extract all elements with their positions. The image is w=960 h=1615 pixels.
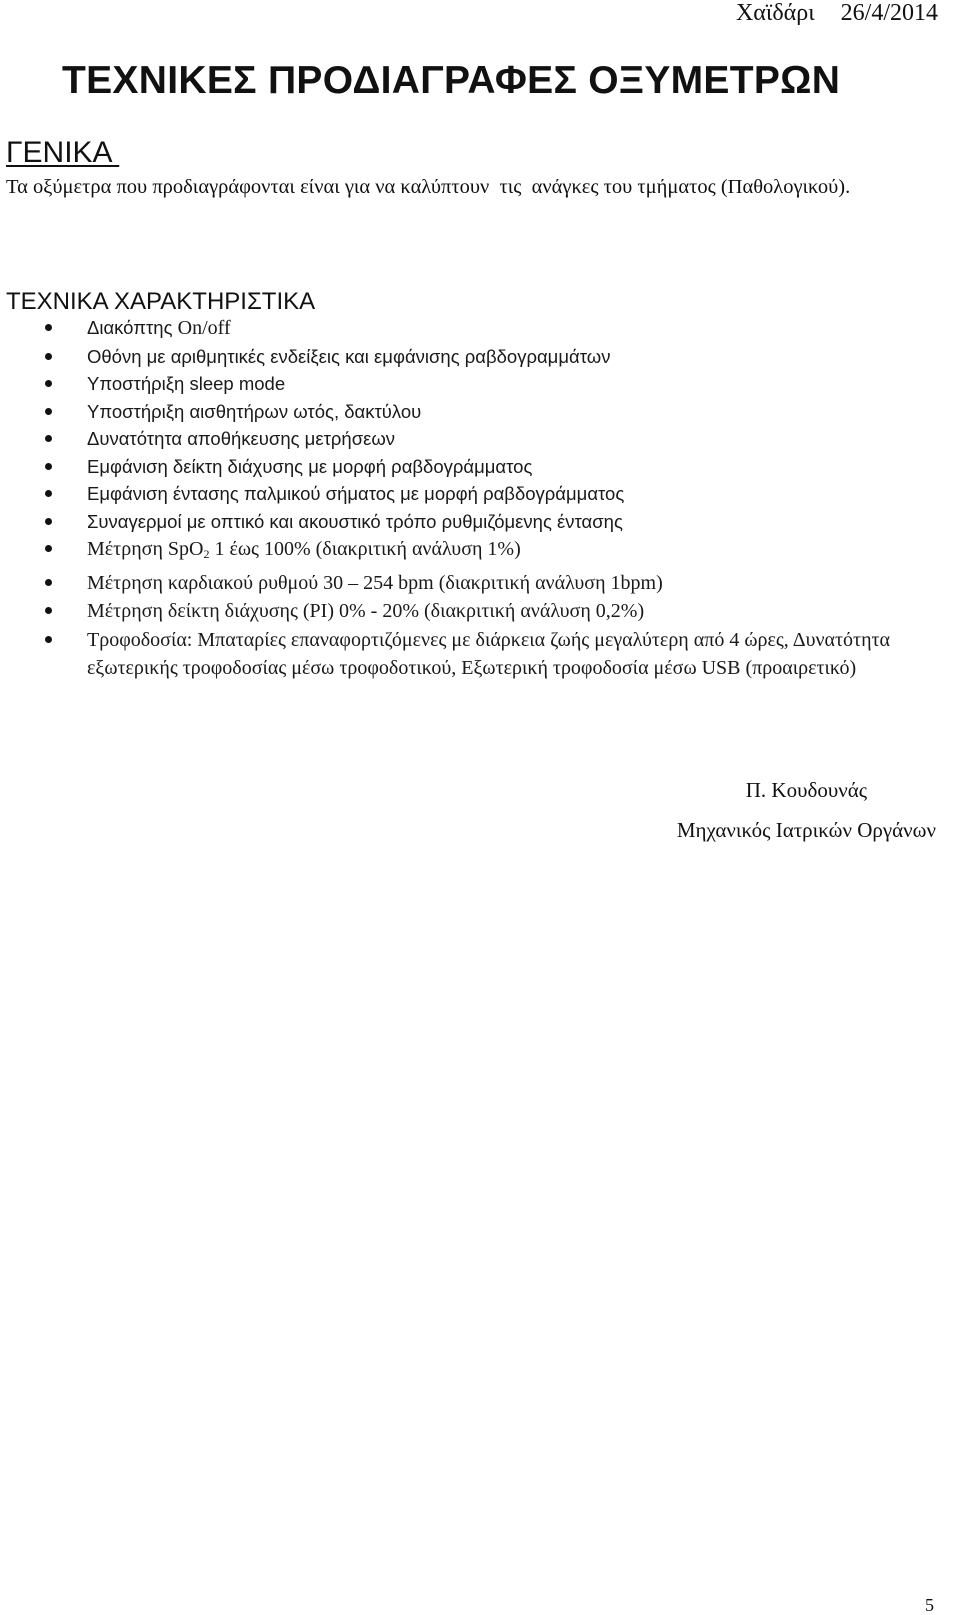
technical-section-heading: ΤΕΧΝΙΚΑ ΧΑΡΑΚΤΗΡΙΣΤΙΚΑ <box>6 288 316 315</box>
spec-text: Εμφάνιση δείκτη διάχυσης με μορφή ραβδογράμματος <box>87 455 533 477</box>
spec-text: Διακόπτης <box>87 317 178 338</box>
spec-item <box>0 626 950 683</box>
signatory-role: Μηχανικός Ιατρικών Οργάνων <box>676 818 936 842</box>
spec-item <box>0 508 950 536</box>
spec-text: Οθόνη με αριθμητικές ενδείξεις και εμφάνισης ραβδογραμμάτων <box>87 345 611 367</box>
spec-item <box>0 398 950 426</box>
spec-item <box>0 425 950 453</box>
spec-item <box>0 370 950 398</box>
technical-specs-list <box>0 314 950 683</box>
bullet-icon <box>45 545 52 552</box>
bullet-icon <box>45 636 52 643</box>
spec-item <box>0 314 950 343</box>
spec-text-suffix: 1 έως 100% (διακριτική ανάλυση 1%) <box>209 538 521 560</box>
bullet-icon <box>45 490 52 497</box>
spec-text: Συναγερμοί με οπτικό και ακουστικό τρόπο ρυθμιζόμενης έντασης <box>87 510 623 532</box>
bullet-icon <box>45 463 52 470</box>
bullet-icon <box>45 380 52 387</box>
bullet-icon <box>45 579 52 586</box>
place-name: Χαϊδάρι <box>735 0 815 26</box>
bullet-icon <box>45 324 52 331</box>
document-date: 26/4/2014 <box>840 0 938 26</box>
bullet-icon <box>45 435 52 442</box>
spec-item <box>0 453 950 481</box>
spec-text: Υποστήριξη sleep mode <box>87 373 286 394</box>
spec-item <box>0 343 950 371</box>
spec-item <box>0 535 950 569</box>
spec-text: Εμφάνιση έντασης παλμικού σήματος με μορφή ραβδογράμματος <box>87 483 625 504</box>
signatory-name: Π. Κουδουνάς <box>745 778 868 802</box>
spec-item <box>0 597 950 626</box>
spec-text: Τροφοδοσία: Μπαταρίες επαναφορτιζόμενες με διάρκεια ζωής μεγαλύτερη από 4 ώρες, Δυνατότητα εξωτερικής τροφοδοσίας μέσω τροφοδοτικού, Εξωτερική τροφοδοσία μέσω USB (προαιρετικό) <box>87 628 891 679</box>
bullet-icon <box>45 408 52 415</box>
bullet-icon <box>45 518 52 525</box>
spec-item <box>0 569 950 598</box>
bullet-icon <box>45 353 52 360</box>
signature-block <box>677 770 936 850</box>
spec-text: Μέτρηση SpO <box>87 538 204 560</box>
spec-subscript: 2 <box>203 547 210 561</box>
place-date-line <box>736 0 938 26</box>
spec-text: Μέτρηση καρδιακού ρυθμού 30 – 254 bpm (διακριτική ανάλυση 1bpm) <box>87 571 663 594</box>
document-title: ΤΕΧΝΙΚΕΣ ΠΡΟΔΙΑΓΡΑΦΕΣ ΟΞΥΜΕΤΡΩΝ <box>62 59 841 102</box>
page-number: 5 <box>925 1595 934 1615</box>
spec-text: Δυνατότητα αποθήκευσης μετρήσεων <box>87 428 396 449</box>
spec-item <box>0 480 950 508</box>
spec-text: Μέτρηση δείκτη διάχυσης (PI) 0% - 20% (διακριτική ανάλυση 0,2%) <box>87 600 645 622</box>
general-section-heading: ΓΕΝΙΚΑ <box>6 136 120 169</box>
spec-text: Υποστήριξη αισθητήρων ωτός, δακτύλου <box>87 400 422 422</box>
bullet-icon <box>45 607 52 614</box>
spec-text-suffix: On/off <box>177 317 231 339</box>
general-section-text: Τα οξύμετρα που προδιαγράφονται είναι για να καλύπτουν τις ανάγκες του τμήματος (Παθολογικού). <box>6 176 851 198</box>
